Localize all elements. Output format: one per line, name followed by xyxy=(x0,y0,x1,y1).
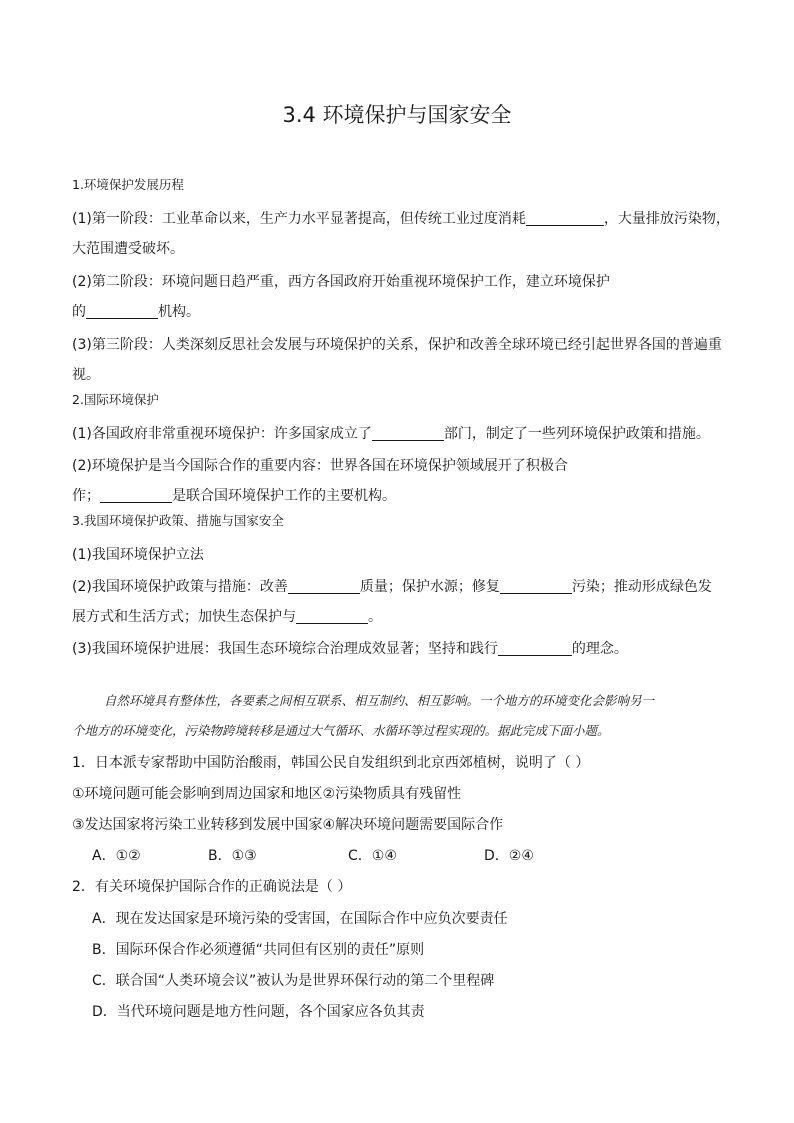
text-segment: 是联合国环境保护工作的主要机构。 xyxy=(172,488,396,504)
section-1-paragraph-3: (3)第三阶段：人类深刻反思社会发展与环境保护的关系，保护和改善全球环境已经引起世界各国的普遍重 xyxy=(72,337,722,353)
section-3-heading: 3.我国环境保护政策、措施与国家安全 xyxy=(72,513,284,528)
question-1-option-d[interactable]: D．②④ xyxy=(484,848,534,864)
section-2-paragraph-1 xyxy=(72,425,710,443)
fill-blank xyxy=(296,609,368,624)
fill-blank xyxy=(372,426,444,441)
section-3-paragraph-3 xyxy=(72,640,628,658)
text-segment: 作； xyxy=(72,488,100,504)
text-segment: 质量；保护水源；修复 xyxy=(359,579,500,595)
section-1-paragraph-2: (2)第二阶段：环境问题日趋严重，西方各国政府开始重视环境保护工作，建立环境保护 xyxy=(72,274,610,290)
question-1-statements-1: ①环境问题可能会影响到周边国家和地区②污染物质具有残留性 xyxy=(72,786,462,802)
section-1-paragraph-2-cont xyxy=(72,303,200,321)
text-segment: 的理念。 xyxy=(571,641,628,657)
question-1-stem: 1．日本派专家帮助中国防治酸雨，韩国公民自发组织到北京西郊植树，说明了（ ） xyxy=(72,755,590,771)
fill-blank xyxy=(86,304,158,319)
passage-line-1: 自然环境具有整体性，各要素之间相互联系、相互制约、相互影响。一个地方的环境变化会影响另一 xyxy=(104,693,655,708)
section-2-paragraph-2-cont xyxy=(72,487,396,505)
text-segment: 。 xyxy=(368,609,382,625)
text-segment: 部门，制定了一些列环境保护政策和措施。 xyxy=(443,426,710,442)
fill-blank xyxy=(100,488,172,503)
text-segment: 机构。 xyxy=(158,304,200,320)
question-1-option-b[interactable]: B．①③ xyxy=(208,848,257,864)
section-1-paragraph-1 xyxy=(72,210,730,228)
text-segment: (1)第一阶段：工业革命以来，生产力水平显著提高，但传统工业过度消耗 xyxy=(72,211,526,227)
question-2-option-b[interactable]: B．国际环保合作必须遵循“共同但有区别的责任”原则 xyxy=(92,942,425,958)
question-2-option-a[interactable]: A．现在发达国家是环境污染的受害国，在国际合作中应负次要责任 xyxy=(92,911,508,927)
question-2-option-c[interactable]: C．联合国“人类环境会议”被认为是世界环保行动的第二个里程碑 xyxy=(92,973,495,989)
question-1-option-c[interactable]: C．①④ xyxy=(348,848,397,864)
section-3-paragraph-1: (1)我国环境保护立法 xyxy=(72,547,204,563)
text-segment: 展方式和生活方式；加快生态保护与 xyxy=(72,609,296,625)
fill-blank xyxy=(500,579,572,594)
text-segment: ，大量排放污染物， xyxy=(603,211,730,227)
question-1-statements-2: ③发达国家将污染工业转移到发展中国家④解决环境问题需要国际合作 xyxy=(72,817,504,833)
text-segment: (3)我国环境保护进展：我国生态环境综合治理成效显著；坚持和践行 xyxy=(72,641,498,657)
text-segment: 的 xyxy=(72,304,86,320)
question-2-stem: 2．有关环境保护国际合作的正确说法是（ ） xyxy=(72,879,352,895)
question-2-option-d[interactable]: D．当代环境问题是地方性问题，各个国家应各负其责 xyxy=(92,1004,425,1020)
section-1-heading: 1.环境保护发展历程 xyxy=(72,177,184,192)
text-segment: (2)我国环境保护政策与措施：改善 xyxy=(72,579,288,595)
text-segment: (1)各国政府非常重视环境保护：许多国家成立了 xyxy=(72,426,372,442)
fill-blank xyxy=(498,641,572,656)
fill-blank xyxy=(526,211,604,226)
section-2-paragraph-2: (2)环境保护是当今国际合作的重要内容：世界各国在环境保护领域展开了积极合 xyxy=(72,458,568,474)
section-2-heading: 2.国际环境保护 xyxy=(72,392,159,407)
passage-line-2: 个地方的环境变化，污染物跨境转移是通过大气循环、水循环等过程实现的。据此完成下面小题。 xyxy=(72,723,610,738)
section-1-paragraph-1-cont: 大范围遭受破坏。 xyxy=(72,241,184,257)
question-1-option-a[interactable]: A．①② xyxy=(92,848,141,864)
section-3-paragraph-2-cont xyxy=(72,608,382,626)
page-title: 3.4 环境保护与国家安全 xyxy=(282,103,512,127)
section-3-paragraph-2 xyxy=(72,578,712,596)
section-1-paragraph-3-cont: 视。 xyxy=(72,367,100,383)
fill-blank xyxy=(288,579,360,594)
text-segment: 污染；推动形成绿色发 xyxy=(571,579,712,595)
